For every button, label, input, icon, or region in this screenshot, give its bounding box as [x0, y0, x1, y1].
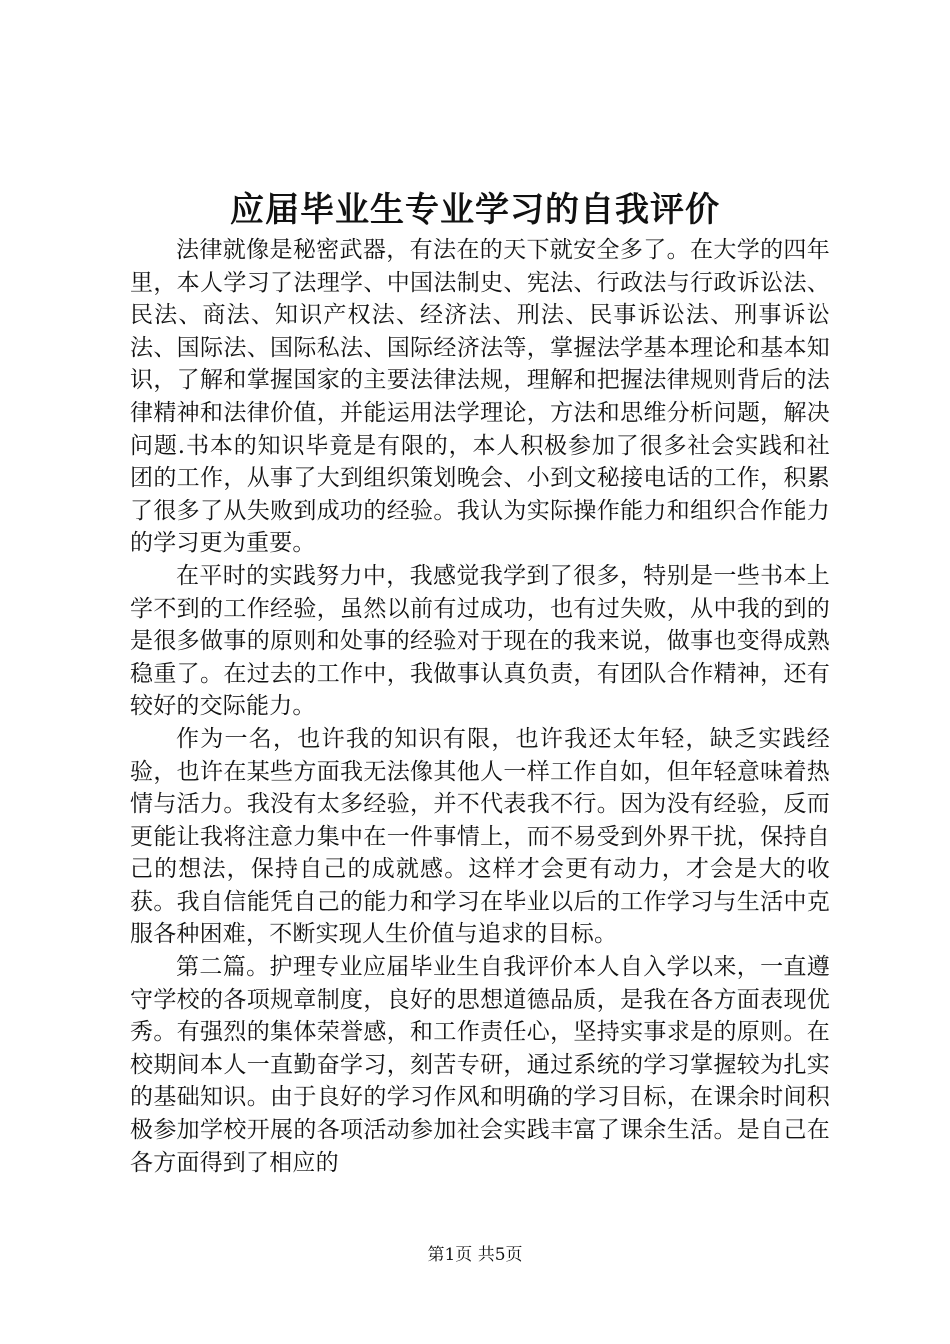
paragraph-4: 第二篇。护理专业应届毕业生自我评价本人自入学以来，一直遵守学校的各项规章制度，良好的思想道德品质，是我在各方面表现优秀。有强烈的集体荣誉感，和工作责任心，坚持实事求是的原则。在校期间本人一直勤奋学习，刻苦专研，通过系统的学习掌握较为扎实的基础知识。由于良好的学习作风和明确的学习目标，在课余时间积极参加学校开展的各项活动参加社会实践丰富了课余生活。是自己在各方面得到了相应的 [130, 954, 830, 1176]
document-body [130, 234, 830, 1179]
page-footer: 第1页 共5页 [427, 1245, 523, 1265]
paragraph-2: 在平时的实践努力中，我感觉我学到了很多，特别是一些书本上学不到的工作经验，虽然以前有过成功，也有过失败，从中我的到的是很多做事的原则和处事的经验对于现在的我来说，做事也变得成熟稳重了。在过去的工作中，我做事认真负责，有团队合作精神，还有较好的交际能力。 [130, 562, 830, 720]
paragraph-3: 作为一名，也许我的知识有限，也许我还太年轻，缺乏实践经验，也许在某些方面我无法像其他人一样工作自如，但年轻意味着热情与活力。我没有太多经验，并不代表我不行。因为没有经验，反而更能让我将注意力集中在一件事情上，而不易受到外界干扰，保持自己的想法，保持自己的成就感。这样才会更有动力，才会是大的收获。我自信能凭自己的能力和学习在毕业以后的工作学习与生活中克服各种困难，不断实现人生价值与追求的目标。 [130, 725, 830, 948]
document-title: 应届毕业生专业学习的自我评价 [230, 190, 720, 230]
paragraph-1: 法律就像是秘密武器，有法在的天下就安全多了。在大学的四年里，本人学习了法理学、中国法制史、宪法、行政法与行政诉讼法、民法、商法、知识产权法、经济法、刑法、民事诉讼法、刑事诉讼法、国际法、国际私法、国际经济法等，掌握法学基本理论和基本知识，了解和掌握国家的主要法律法规，理解和把握法律规则背后的法律精神和法律价值，并能运用法学理论，方法和思维分析问题，解决问题.书本的知识毕竟是有限的，本人积极参加了很多社会实践和社团的工作，从事了大到组织策划晚会、小到文秘接电话的工作，积累了很多了从失败到成功的经验。我认为实际操作能力和组织合作能力的学习更为重要。 [130, 237, 830, 557]
